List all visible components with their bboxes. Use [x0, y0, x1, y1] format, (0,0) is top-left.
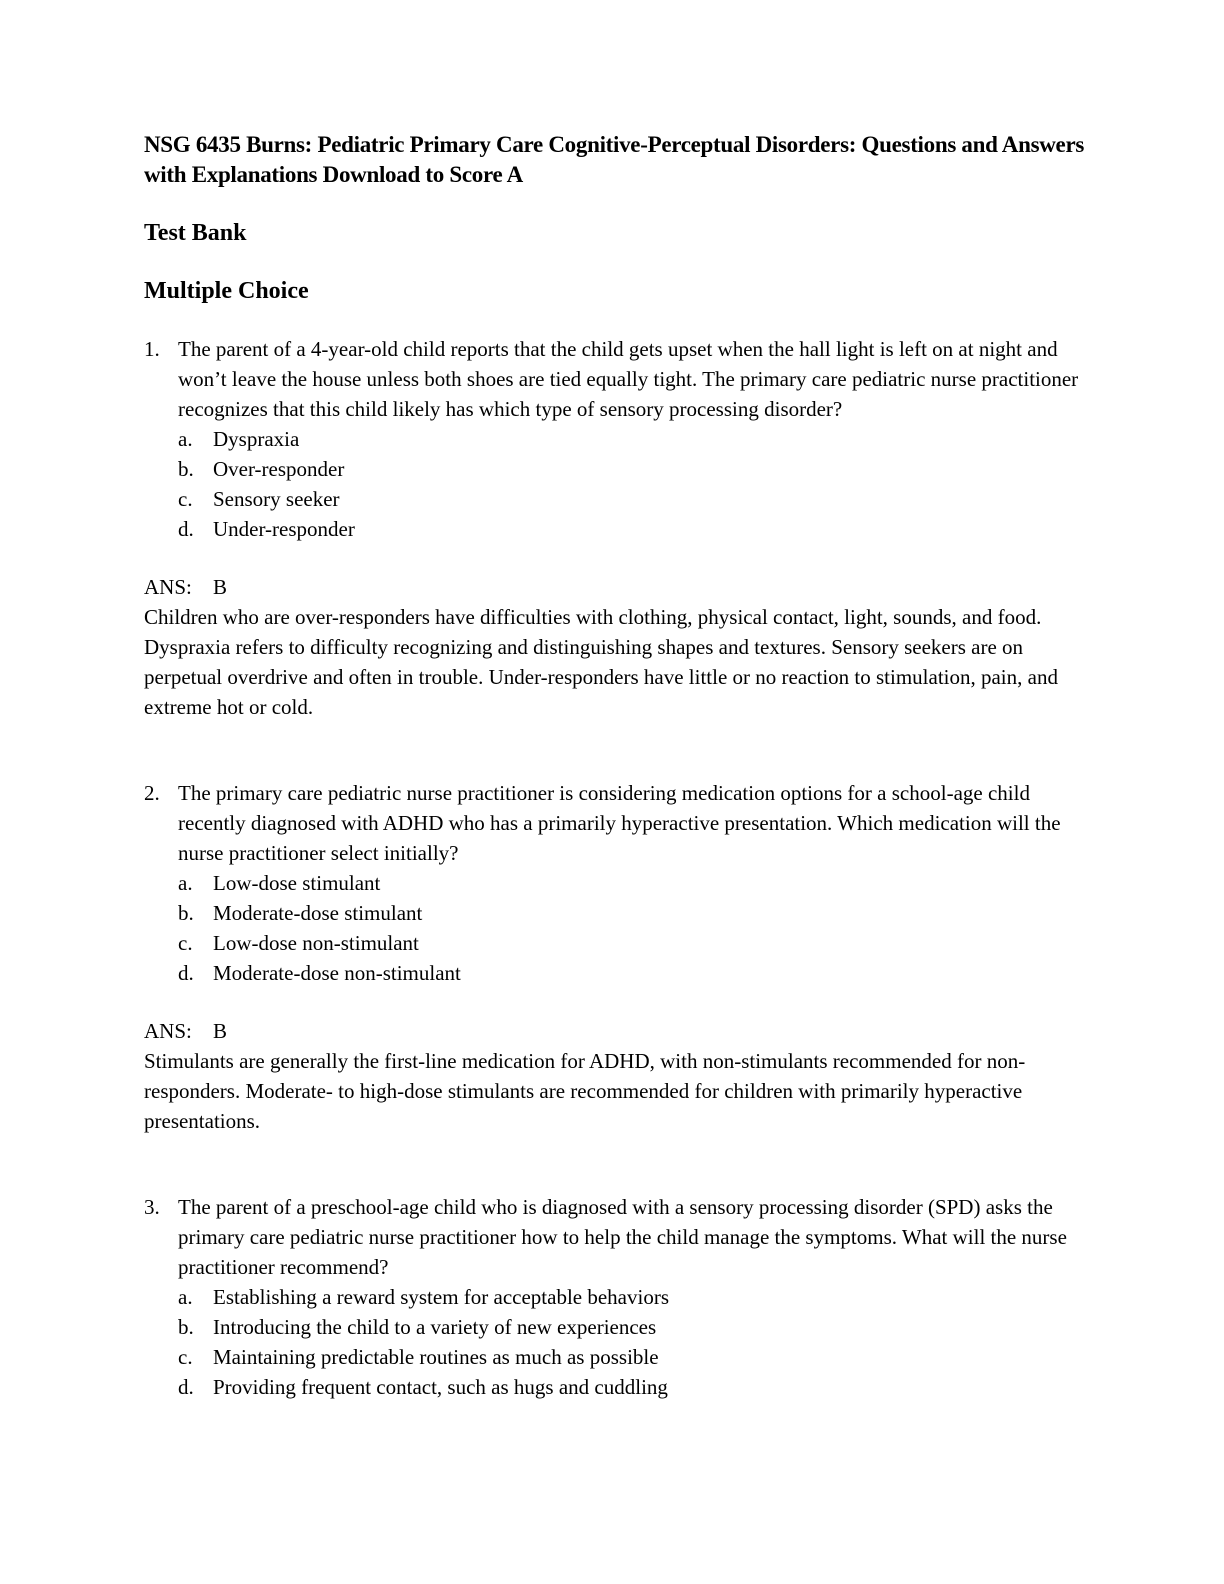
option-text: Providing frequent contact, such as hugs and cuddling — [213, 1375, 668, 1399]
question-body — [178, 778, 1088, 988]
answer-value: B — [213, 1019, 228, 1043]
question-item — [144, 334, 1088, 544]
option-letter: b. — [178, 1315, 194, 1339]
options-list — [178, 868, 1088, 988]
option-row — [178, 1342, 1088, 1372]
answer-label: ANS: — [144, 575, 192, 599]
answer-value: B — [213, 575, 228, 599]
option-row — [178, 484, 1088, 514]
option-row — [178, 1282, 1088, 1312]
option-text: Low-dose stimulant — [213, 871, 381, 895]
option-row — [178, 454, 1088, 484]
option-text: Over-responder — [213, 457, 345, 481]
option-row — [178, 1312, 1088, 1342]
answer-row — [144, 1016, 1088, 1046]
explanation-text: Stimulants are generally the first-line medication for ADHD, with non-stimulants recommended for non-responders. Moderate- to high-dose stimulants are recommended for children with primarily hyperactive presentations. — [144, 1049, 1026, 1133]
question-text: The primary care pediatric nurse practitioner is considering medication options for a school-age child recently diagnosed with ADHD who has a primarily hyperactive presentation. Which medication will the nurse practitioner select initially? — [178, 781, 1061, 865]
answer-block — [144, 572, 1088, 722]
option-row — [178, 898, 1088, 928]
test-bank-heading: Test Bank — [144, 220, 247, 246]
question-text: The parent of a 4-year-old child reports that the child gets upset when the hall light is left on at night and won’t leave the house unless both shoes are tied equally tight. The primary care pediatric nurse practitioner recognizes that this child likely has which type of sensory processing disorder? — [178, 337, 1079, 421]
option-letter: c. — [178, 487, 193, 511]
option-row — [178, 1372, 1088, 1402]
answer-label: ANS: — [144, 1019, 192, 1043]
option-letter: c. — [178, 1345, 193, 1369]
options-list — [178, 424, 1088, 544]
option-letter: c. — [178, 931, 193, 955]
option-text: Dyspraxia — [213, 427, 300, 451]
question-body — [178, 334, 1088, 544]
question-text: The parent of a preschool-age child who is diagnosed with a sensory processing disorder (SPD) asks the primary care pediatric nurse practitioner how to help the child manage the symptoms. What will the nurse practitioner recommend? — [178, 1195, 1067, 1279]
option-text: Sensory seeker — [213, 487, 340, 511]
option-letter: a. — [178, 427, 193, 451]
option-text: Establishing a reward system for acceptable behaviors — [213, 1285, 670, 1309]
question-body — [178, 1192, 1088, 1402]
option-letter: b. — [178, 457, 194, 481]
option-letter: d. — [178, 517, 194, 541]
question-item — [144, 778, 1088, 988]
options-list — [178, 1282, 1088, 1402]
question-number: 1. — [144, 337, 160, 361]
question-item — [144, 1192, 1088, 1402]
question-group — [144, 778, 1088, 1136]
questions-list — [144, 334, 1088, 1402]
option-row — [178, 424, 1088, 454]
option-text: Moderate-dose stimulant — [213, 901, 423, 925]
option-text: Introducing the child to a variety of new experiences — [213, 1315, 657, 1339]
document-title: NSG 6435 Burns: Pediatric Primary Care Cognitive-Perceptual Disorders: Questions and Answers with Explanations Download to Score A — [144, 132, 1085, 187]
option-text: Under-responder — [213, 517, 355, 541]
question-group — [144, 1192, 1088, 1402]
option-letter: a. — [178, 1285, 193, 1309]
explanation-text: Children who are over-responders have difficulties with clothing, physical contact, light, sounds, and food. Dyspraxia refers to difficulty recognizing and distinguishing shapes and textures. Sensory seekers are on perpetual overdrive and often in trouble. Under-responders have little or no reaction to stimulation, pain, and extreme hot or cold. — [144, 605, 1058, 719]
answer-row — [144, 572, 1088, 602]
option-row — [178, 958, 1088, 988]
option-letter: a. — [178, 871, 193, 895]
option-letter: d. — [178, 1375, 194, 1399]
option-row — [178, 928, 1088, 958]
answer-block — [144, 1016, 1088, 1136]
option-row — [178, 514, 1088, 544]
question-number: 3. — [144, 1195, 160, 1219]
multiple-choice-heading: Multiple Choice — [144, 278, 309, 304]
question-number: 2. — [144, 781, 160, 805]
option-text: Maintaining predictable routines as much as possible — [213, 1345, 659, 1369]
option-letter: b. — [178, 901, 194, 925]
option-row — [178, 868, 1088, 898]
question-group — [144, 334, 1088, 722]
option-text: Moderate-dose non-stimulant — [213, 961, 461, 985]
option-text: Low-dose non-stimulant — [213, 931, 419, 955]
option-letter: d. — [178, 961, 194, 985]
